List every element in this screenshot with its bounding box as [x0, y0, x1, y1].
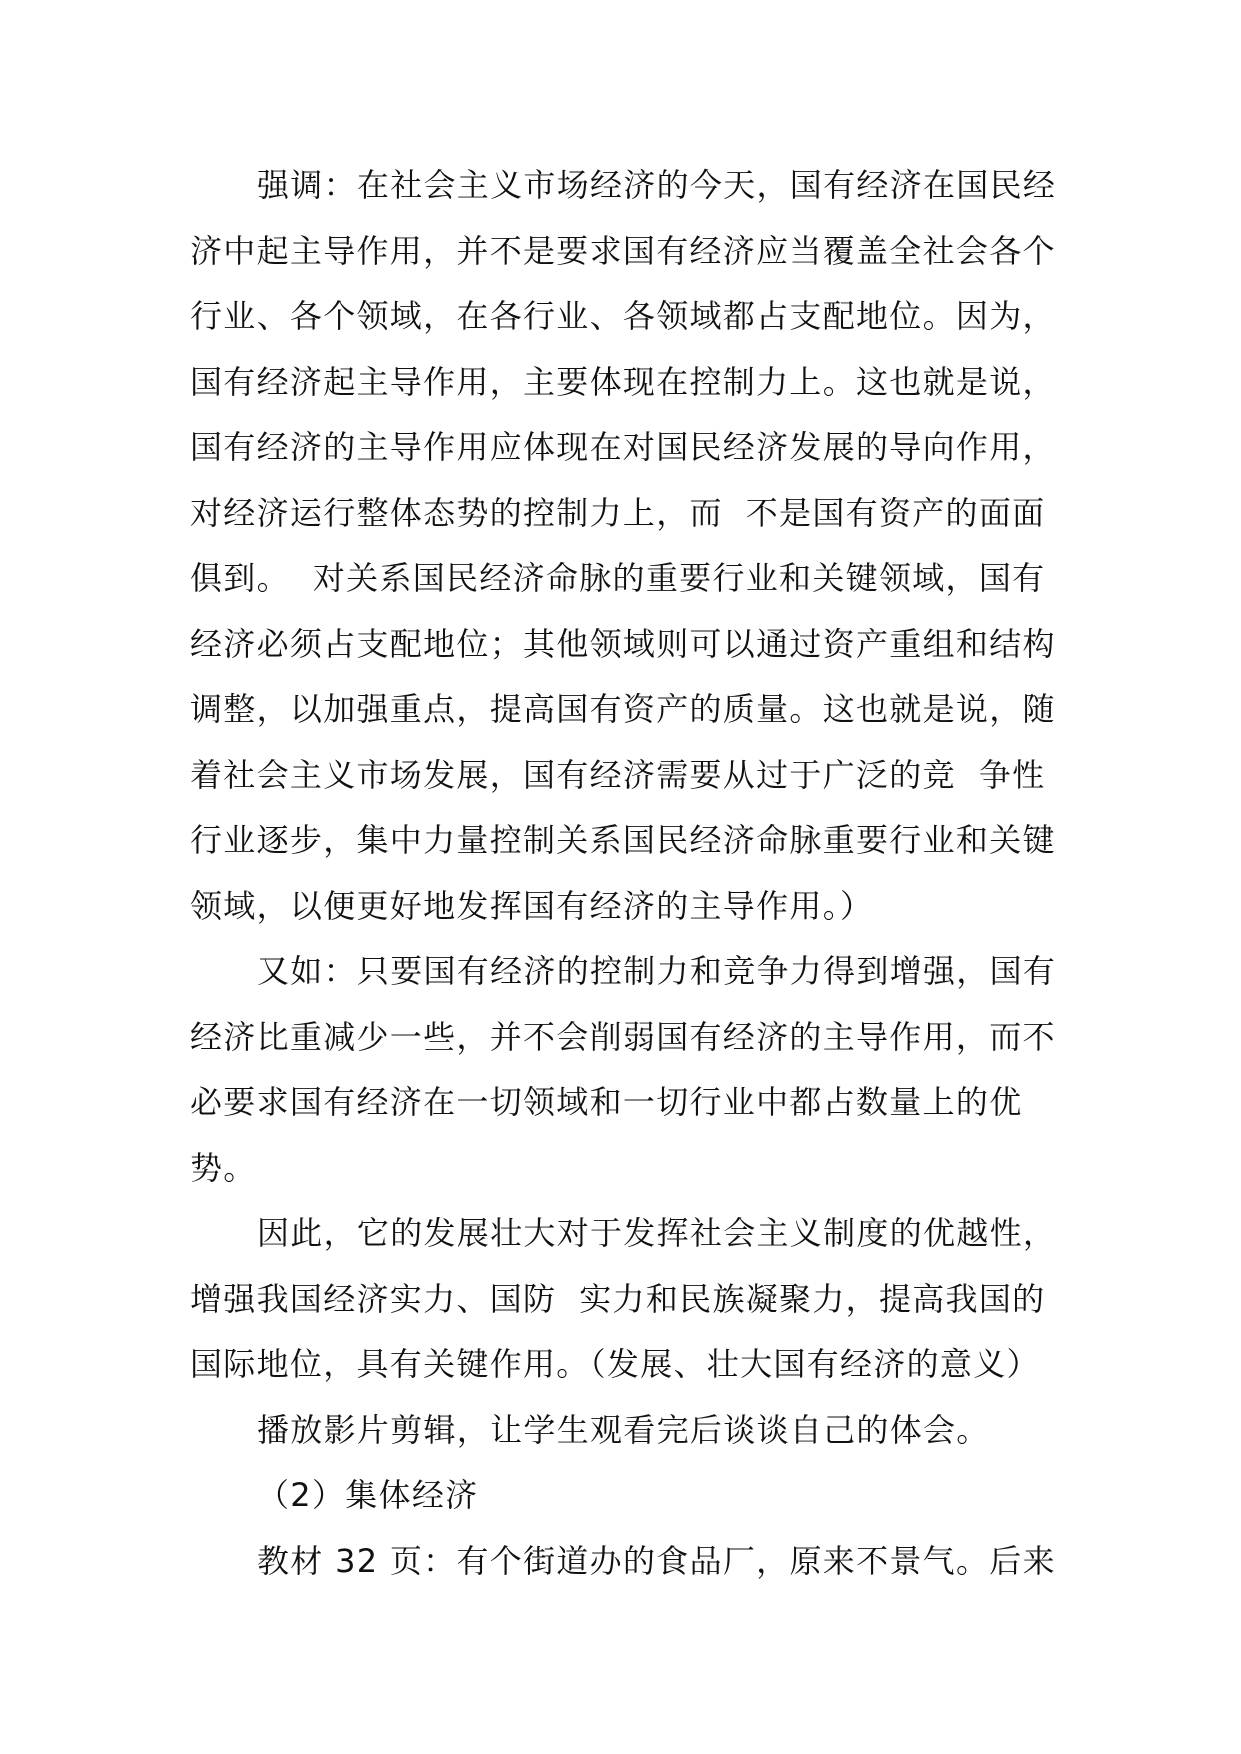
text-line: 教材 32 页：有个街道办的食品厂，原来不景气。后来	[257, 1541, 1056, 1580]
text-line: 经济比重减少一些，并不会削弱国有经济的主导作用，而不	[190, 1017, 1056, 1056]
text-line: 播放影片剪辑，让学生观看完后谈谈自己的体会。	[257, 1410, 990, 1449]
text-line: 着社会主义市场发展，国有经济需要从过于广泛的竞 争性	[190, 755, 1046, 794]
text-line: 行业逐步，集中力量控制关系国民经济命脉重要行业和关键	[190, 821, 1056, 859]
text-line: 国有经济起主导作用，主要体现在控制力上。这也就是说，	[190, 362, 1056, 401]
text-line: 经济必须占支配地位；其他领域则可以通过资产重组和结构	[190, 624, 1056, 663]
text-line: 对经济运行整体态势的控制力上，而 不是国有资产的面面	[190, 493, 1046, 532]
text-line: 济中起主导作用，并不是要求国有经济应当覆盖全社会各个	[190, 231, 1056, 270]
text-line: 增强我国经济实力、国防 实力和民族凝聚力，提高我国的	[190, 1279, 1046, 1318]
text-line: 必要求国有经济在一切领域和一切行业中都占数量上的优	[190, 1083, 1023, 1121]
document-page	[190, 153, 1090, 1594]
text-line: 领域，以便更好地发挥国有经济的主导作用。）	[190, 886, 874, 925]
text-line: 行业、各个领域，在各行业、各领域都占支配地位。因为，	[190, 297, 1056, 335]
text-line: 国有经济的主导作用应体现在对国民经济发展的导向作用，	[190, 428, 1056, 466]
text-line: 俱到。 对关系国民经济命脉的重要行业和关键领域，国有	[190, 559, 1046, 597]
text-line: 调整，以加强重点，提高国有资产的质量。这也就是说，随	[190, 690, 1056, 728]
text-line: 因此，它的发展壮大对于发挥社会主义制度的优越性，	[257, 1214, 1057, 1252]
text-line: 势。	[190, 1148, 257, 1187]
text-line: （2）集体经济	[257, 1476, 479, 1514]
text-line: 强调：在社会主义市场经济的今天，国有经济在国民经	[257, 166, 1057, 204]
text-line: 国际地位，具有关键作用。（发展、壮大国有经济的意义）	[190, 1345, 1040, 1383]
text-line: 又如：只要国有经济的控制力和竞争力得到增强，国有	[257, 952, 1057, 990]
